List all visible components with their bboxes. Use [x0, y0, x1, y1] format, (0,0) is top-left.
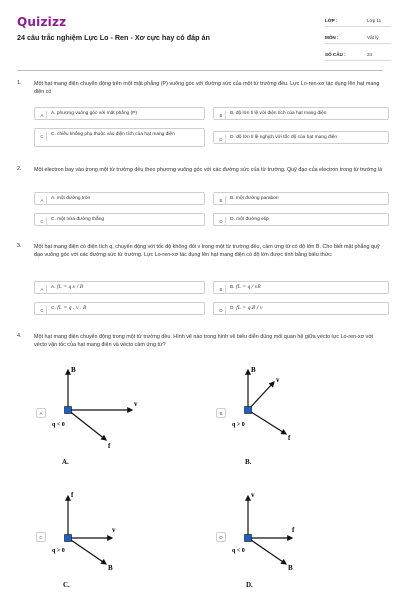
option-text: D. fL = q.B / v: [230, 306, 263, 311]
option-2c[interactable]: [34, 213, 205, 226]
option-1d[interactable]: [213, 131, 389, 144]
option-text: C. một nửa đường thẳng: [51, 217, 105, 222]
option-4a-badge[interactable]: A: [36, 408, 46, 418]
option-text: B. một đường parabon: [230, 196, 279, 201]
option-text: D. một đường elip: [230, 217, 269, 222]
option-text: B. độ lớn tỉ lệ với điện tích của hạt mang điện: [230, 111, 327, 116]
option-text: A. một đường tròn: [51, 196, 91, 201]
option-letter: C: [38, 306, 47, 315]
option-text: C. fL = q . v . B: [51, 306, 87, 311]
question-number: 3.: [17, 243, 22, 249]
vector-label: B: [71, 366, 76, 374]
vector-label: v: [276, 376, 280, 384]
vector-label: B: [288, 564, 293, 572]
question-number: 4.: [17, 333, 22, 339]
charge-label: q > 0: [232, 422, 245, 428]
meta-count-label: SỐ CÂU :: [325, 51, 346, 57]
vector-label: v: [251, 491, 255, 499]
option-letter: C: [38, 217, 47, 226]
option-4b-badge[interactable]: B: [216, 408, 226, 418]
option-text: A. fL = q.v / B: [51, 285, 84, 290]
option-letter: C: [38, 132, 47, 141]
formula-c: fL = q . v . B: [57, 306, 87, 311]
figure-4a[interactable]: [50, 362, 160, 457]
option-letter: A: [38, 111, 47, 120]
option-letter: D: [217, 217, 226, 226]
option-1c[interactable]: [34, 128, 205, 147]
option-text: A. phương vuông góc với mặt phẳng (P): [51, 111, 138, 116]
figure-4d[interactable]: [230, 486, 340, 581]
option-letter: A: [38, 196, 47, 205]
question-text: Một hạt mang điện chuyển động trên một mặt phẳng (P) vuông góc với đường sức của một từ trường đều. Lực Lo-ren-xơ tác dụng lên hạt mang điện có: [34, 81, 380, 96]
figure-caption: C.: [63, 581, 70, 589]
figure-caption: B.: [245, 458, 252, 466]
document-title: 24 câu trắc nghiệm Lực Lo - Ren - Xơ cực hay có đáp án: [17, 33, 210, 42]
option-3a[interactable]: [34, 281, 205, 294]
figure-caption: A.: [62, 458, 69, 466]
page-header: [0, 0, 400, 70]
charge-label: q < 0: [232, 548, 245, 554]
meta-subject-value: Vật lý: [367, 34, 379, 40]
question-text: Một hạt mang điện có điện tích q, chuyển động với tốc độ không đổi v trong một từ trường đều, cảm ứng từ có độ lớn B. Cho biết mặt phẳng quỹ đạo vuông góc với các đường sức từ trường. Lực Lo-ren-xơ tác dụng lên hạt mang điện có độ lớn được tính bằng biểu thức:: [34, 244, 380, 259]
option-2a[interactable]: [34, 192, 205, 205]
figure-4c[interactable]: [50, 486, 160, 581]
meta-subject: [325, 31, 391, 44]
question-text: Một electron bay vào trong một từ trường đều theo phương vuông góc với các đường sức của từ trường. Quỹ đạo của electron trong từ trường là: [34, 167, 383, 173]
vector-label: f: [292, 526, 295, 534]
option-1a[interactable]: [34, 107, 205, 120]
figure-4c-diagram: [50, 486, 160, 581]
meta-count-value: 24: [367, 51, 373, 57]
option-text: C. chiều không phụ thuộc vào điện tích của hạt mang điện: [51, 132, 175, 137]
question-text: Một hạt mang điện chuyển động trong một từ trường đều. Hình vẽ nào trong hình vẽ biểu diễn đúng mối quan hệ giữa vécto lực Lo-ren-xơ với vécto vận tốc của hạt mang điện và vécto cảm ứng từ?: [34, 334, 374, 349]
charge-label: q < 0: [52, 422, 65, 428]
option-1b[interactable]: [213, 107, 389, 120]
question-number: 2.: [17, 166, 22, 172]
vector-label: f: [71, 491, 74, 499]
option-letter: B: [217, 285, 226, 294]
option-3b[interactable]: [213, 281, 389, 294]
quizizz-logo: Quizizz: [17, 15, 67, 29]
option-3d[interactable]: [213, 302, 389, 315]
meta-grade-value: Lớp 11: [367, 17, 382, 23]
option-letter: B: [217, 111, 226, 120]
option-letter: B: [217, 196, 226, 205]
vector-label: v: [112, 526, 116, 534]
header-divider: [17, 70, 383, 71]
option-letter: D: [217, 135, 226, 144]
meta-subject-label: MÔN :: [325, 34, 339, 40]
meta-grade-label: LỚP :: [325, 17, 338, 23]
vector-label: B: [251, 366, 256, 374]
option-3c[interactable]: [34, 302, 205, 315]
figure-4b[interactable]: [230, 362, 340, 457]
formula-d: fL = q.B / v: [236, 306, 263, 311]
formula-b: fL = q / vB: [235, 285, 261, 290]
meta-grade: [325, 14, 391, 27]
document-meta: [325, 14, 391, 65]
figure-caption: D.: [246, 581, 253, 589]
vector-label: v: [134, 400, 138, 408]
option-letter: D: [217, 306, 226, 315]
vector-label: f: [108, 442, 111, 450]
question-number: 1.: [17, 80, 22, 86]
meta-count: [325, 48, 391, 61]
option-letter: A: [38, 285, 47, 294]
option-4d-badge[interactable]: D: [216, 532, 226, 542]
option-text: B. fL = q / vB: [230, 285, 261, 290]
formula-a: fL = q.v / B: [56, 285, 84, 290]
charge-label: q > 0: [52, 548, 65, 554]
option-2d[interactable]: [213, 213, 389, 226]
vector-label: f: [288, 434, 291, 442]
option-text: D. độ lớn tỉ lệ nghịch với tốc độ của hạt mang điện: [230, 135, 338, 140]
option-4c-badge[interactable]: C: [36, 532, 46, 542]
option-2b[interactable]: [213, 192, 389, 205]
figure-4b-diagram: [230, 362, 340, 457]
figure-4d-diagram: [230, 486, 340, 581]
figure-4a-diagram: [50, 362, 160, 457]
vector-label: B: [108, 564, 113, 572]
